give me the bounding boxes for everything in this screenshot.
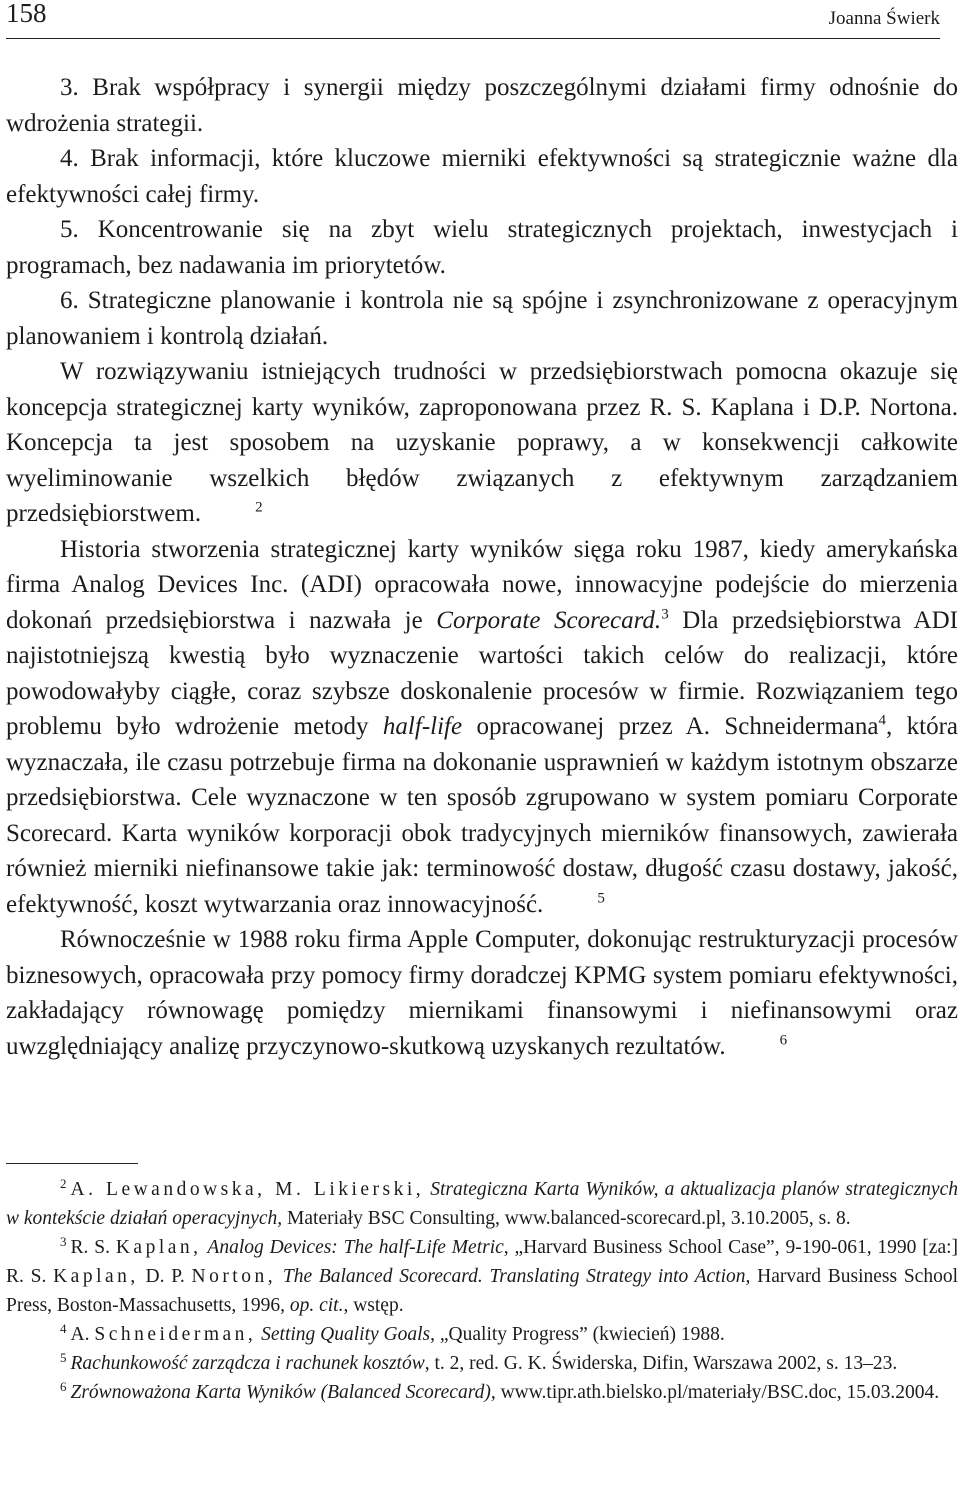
footnote-text: R. S. (70, 1237, 110, 1258)
paragraph-text: , która wyznaczała, ile czasu potrzebuje firma na dokonanie usprawnień w każdym istotnym obszarze przedsiębiorstwa. Cele wyznaczone w ten sposób zgrupowano w system pomiaru Corporate Scorecard. Karta wyników korporacji obok tradycyjnych mierników finansowych, zawierała również mierniki niefinansowe takie jak: terminowość dostaw, długość czasu dostawy, jakość, efektywność, koszt wytwarzania oraz innowacyjność. (6, 713, 958, 918)
footnote-3 (6, 1233, 958, 1320)
footnote-6 (6, 1378, 958, 1407)
footnote-author: Kaplan, (115, 1237, 202, 1258)
footnote-authors: A. Lewandowska, M. Likierski, (70, 1179, 425, 1200)
footnote-author: Schneiderman, (94, 1324, 257, 1345)
list-item: 5. Koncentrowanie się na zbyt wielu strategicznych projektach, inwestycjach i programach, bez nadawania im priorytetów. (6, 216, 958, 279)
footnote-author: Norton, (191, 1266, 277, 1287)
footnote-ref[interactable]: 5 (597, 890, 605, 907)
footnote-5 (6, 1349, 958, 1378)
list-item: 3. Brak współpracy i synergii między poszczególnymi działami firmy odnośnie do wdrożenia strategii. (6, 74, 958, 137)
footnote-text: , t. 2, red. G. K. Świderska, Difin, Warszawa 2002, s. 13–23. (424, 1353, 898, 1374)
paragraph (6, 532, 958, 923)
footnote-title: Setting Quality Goals (261, 1324, 431, 1345)
footnote-text: Harvard Business School Press, Boston-Massachusetts, 1996, (6, 1266, 958, 1316)
running-head-author: Joanna Świerk (828, 8, 940, 29)
footnote-number: 5 (60, 1349, 67, 1365)
footnote-number: 2 (60, 1175, 67, 1191)
footnote-text: D. P. (145, 1266, 185, 1287)
paragraph-text: opracowanej przez A. Schneidermana (462, 713, 879, 740)
paragraph-text: Historia stworzenia strategicznej karty wyników sięga roku 1987, kiedy amerykańska firma Analog Devices Inc. (ADI) opracowała nowe, innowacyjne podejście do mierzenia dokonań przedsiębiorstwa i nazwała je (6, 535, 958, 634)
paragraph-text: W rozwiązywaniu istniejących trudności w przedsiębiorstwach pomocna okazuje się koncepcja strategicznej karty wyników, zaproponowana przez R. S. Kaplana i D.P. Nortona. Koncepcja ta jest sposobem na uzyskanie poprawy, a w konsekwencji całkowite wyeliminowanie wszelkich błędów związanych z efektywnym zarządzaniem przedsiębiorstwem. (6, 358, 958, 527)
footnote-number: 4 (60, 1320, 67, 1336)
footnote-4 (6, 1320, 958, 1349)
footnote-number: 3 (60, 1233, 67, 1249)
footnote-author: Kaplan, (53, 1266, 139, 1287)
footnotes (6, 1175, 958, 1407)
page-number: 158 (6, 0, 47, 28)
italic-term: half-life (382, 713, 463, 740)
body-text (6, 70, 958, 1064)
list-item: 4. Brak informacji, które kluczowe mierniki efektywności są strategicznie ważne dla efektywności całej firmy. (6, 145, 958, 208)
paragraph (6, 354, 958, 532)
footnote-text: , wstęp. (343, 1295, 404, 1316)
running-header (6, 0, 940, 39)
paragraph-text: Dla przedsiębiorstwa ADI najistotniejszą kwestią było wyznaczenie wartości takich celów do realizacji, które powodowałyby ciągłe, coraz szybsze doskonalenie procesów w firmie. Rozwiązaniem tego problemu było wdrożenie metody (6, 606, 958, 740)
footnote-text: A. (70, 1324, 90, 1345)
footnote-ref[interactable]: 6 (779, 1032, 788, 1049)
footnote-text: , „Harvard Business School Case”, 9-190-061, 1990 [za:] R. S. (6, 1237, 959, 1287)
footnote-title: Zrównoważona Karta Wyników (Balanced Scorecard) (70, 1382, 491, 1403)
paragraph (6, 922, 958, 1064)
footnote-number: 6 (60, 1378, 67, 1394)
footnote-ref[interactable]: 3 (661, 606, 669, 623)
footnote-ref[interactable]: 4 (878, 712, 886, 729)
footnote-text: Materiały BSC Consulting, www.balanced-scorecard.pl, 3.10.2005, s. 8. (287, 1208, 851, 1229)
footnote-divider (6, 1163, 138, 1164)
footnote-text: , „Quality Progress” (kwiecień) 1988. (430, 1324, 725, 1345)
footnote-title: The Balanced Scorecard. Translating Strategy into Action, (282, 1266, 751, 1287)
footnote-title: Strategiczna Karta Wyników, a aktualizacja planów strategicznych w kontekście działań operacyjnych, (6, 1179, 958, 1229)
paragraph-text: Równocześnie w 1988 roku firma Apple Computer, dokonując restrukturyzacji procesów biznesowych, opracowała przy pomocy firmy doradczej KPMG system pomiaru efektywności, zakładający równowagę pomiędzy miernikami finansowymi i niefinansowymi oraz uwzględniający analizę przyczynowo-skutkową uzyskanych rezultatów. (6, 926, 958, 1060)
footnote-text: , www.tipr.ath.bielsko.pl/materiały/BSC.doc, 15.03.2004. (490, 1382, 940, 1403)
footnote-title: Analog Devices: The half-Life Metric (207, 1237, 504, 1258)
italic-term: Corporate Scorecard. (436, 606, 662, 634)
footnote-title: Rachunkowość zarządcza i rachunek kosztów (70, 1353, 425, 1374)
footnote-2 (6, 1175, 958, 1233)
footnote-opcit: op. cit. (289, 1295, 344, 1316)
footnote-ref[interactable]: 2 (255, 499, 263, 516)
list-item: 6. Strategiczne planowanie i kontrola nie są spójne i zsynchronizowane z operacyjnym planowaniem i kontrolą działań. (6, 287, 958, 350)
